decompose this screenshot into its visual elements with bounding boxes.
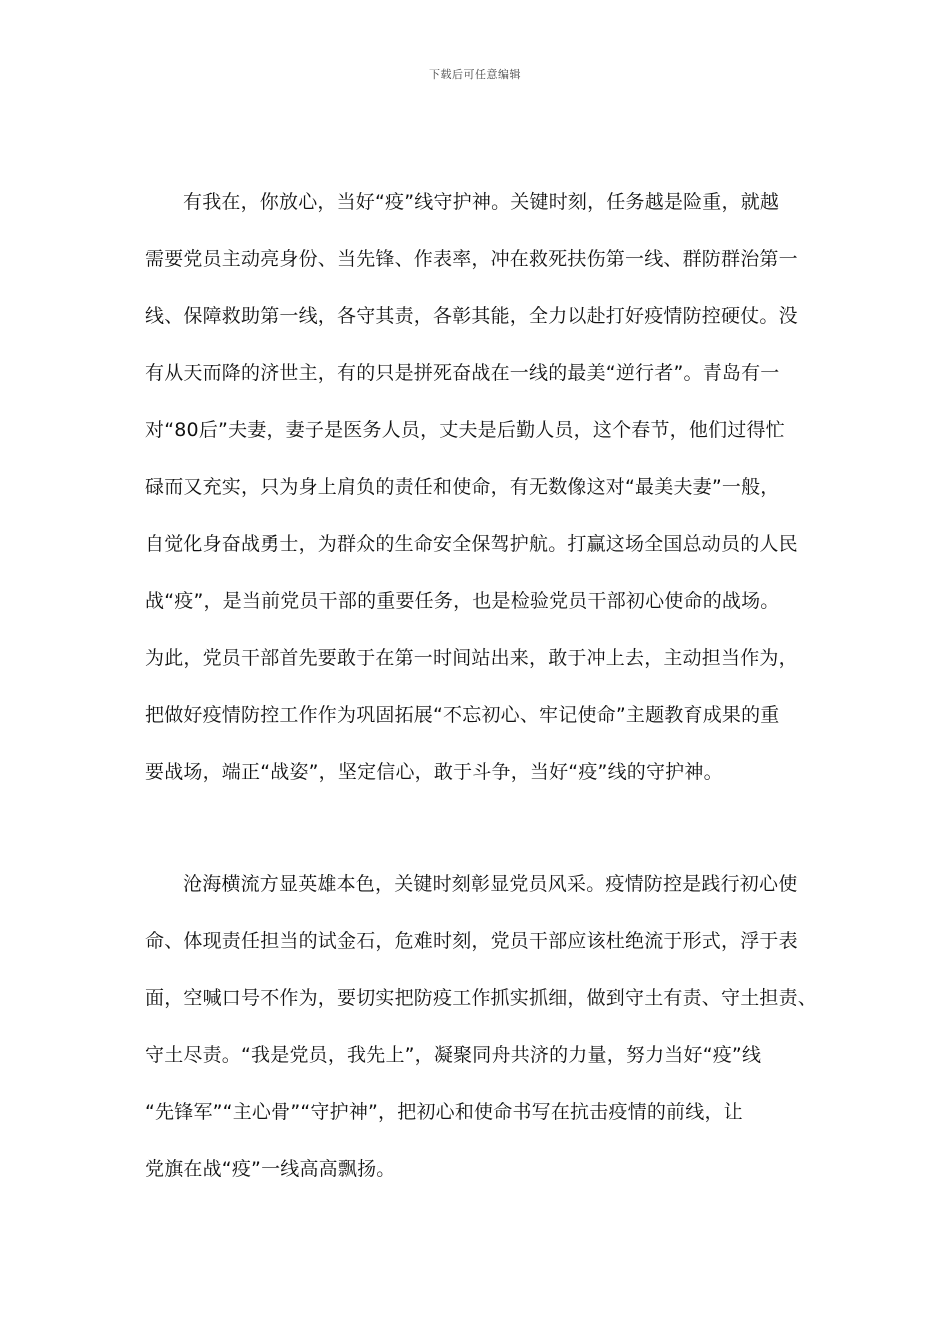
paragraph-line: 战“疫”，是当前党员干部的重要任务，也是检验党员干部初心使命的战场。: [145, 590, 780, 612]
paragraph-line: 自觉化身奋战勇士，为群众的生命安全保驾护航。打赢这场全国总动员的人民: [145, 533, 798, 555]
paragraph-line: 守土尽责。“我是党员，我先上”，凝聚同舟共济的力量，努力当好“疫”线: [145, 1044, 762, 1066]
paragraph-line: 有从天而降的济世主，有的只是拼死奋战在一线的最美“逆行者”。青岛有一: [145, 362, 780, 384]
paragraph-line: 对“80后”夫妻，妻子是医务人员，丈夫是后勤人员，这个春节，他们过得忙: [145, 419, 785, 441]
paragraph-line: 需要党员主动亮身份、当先锋、作表率，冲在救死扶伤第一线、群防群治第一: [145, 248, 798, 270]
document-header-note: 下载后可任意编辑: [429, 68, 521, 81]
paragraph-line: “先锋军”“主心骨”“守护神”，把初心和使命书写在抗击疫情的前线，让: [145, 1101, 743, 1123]
paragraph-line: 把做好疫情防控工作作为巩固拓展“不忘初心、牢记使命”主题教育成果的重: [145, 704, 780, 726]
paragraph-line: 面，空喊口号不作为，要切实把防疫工作抓实抓细，做到守土有责、守土担责、: [145, 987, 818, 1009]
paragraph-line: 为此，党员干部首先要敢于在第一时间站出来，敢于冲上去，主动担当作为，: [145, 647, 798, 669]
paragraph-line: 命、体现责任担当的试金石，危难时刻，党员干部应该杜绝流于形式，浮于表: [145, 930, 798, 952]
paragraph-line: 沧海横流方显英雄本色，关键时刻彰显党员风采。疫情防控是践行初心使: [183, 873, 798, 895]
paragraph-line: 碌而又充实，只为身上肩负的责任和使命，有无数像这对“最美夫妻”一般，: [145, 476, 780, 498]
paragraph-line: 要战场，端正“战姿”，坚定信心，敢于斗争，当好“疫”线的守护神。: [145, 761, 723, 783]
paragraph-line: 有我在，你放心，当好“疫”线守护神。关键时刻，任务越是险重，就越: [183, 191, 780, 213]
paragraph-line: 党旗在战“疫”一线高高飘扬。: [145, 1158, 396, 1180]
paragraph-line: 线、保障救助第一线，各守其责，各彰其能，全力以赴打好疫情防控硬仗。没: [145, 305, 798, 327]
